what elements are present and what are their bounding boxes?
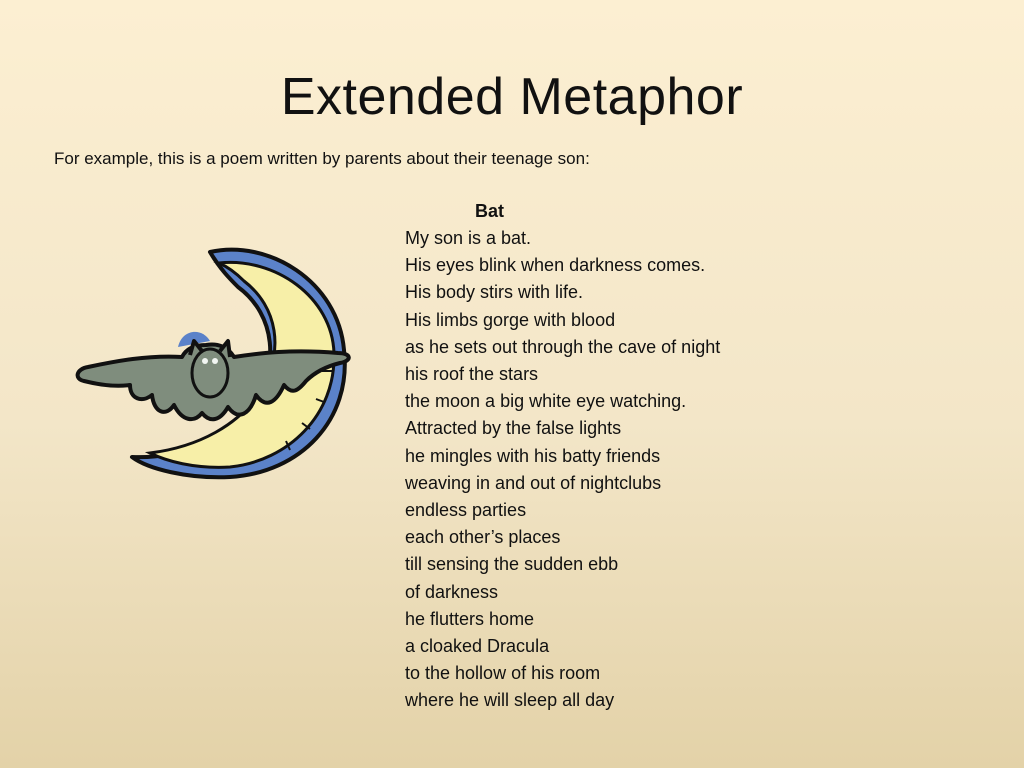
poem-line: his roof the stars [405, 364, 539, 385]
poem-line: of darkness [405, 581, 499, 602]
intro-text: For example, this is a poem written by parents about their teenage son: [54, 149, 590, 168]
poem-line: he mingles with his batty friends [405, 445, 661, 466]
bat-eye-right [212, 358, 218, 364]
poem-line: endless parties [405, 500, 527, 521]
poem-line: to the hollow of his room [405, 663, 601, 684]
slide-title: Extended Metaphor [280, 68, 744, 126]
poem-line: each other’s places [405, 527, 561, 548]
poem [405, 198, 825, 715]
poem-line: as he sets out through the cave of night [405, 336, 721, 357]
poem-line: till sensing the sudden ebb [405, 554, 619, 575]
poem-line: a cloaked Dracula [405, 636, 550, 657]
poem-line: Attracted by the false lights [405, 418, 622, 439]
bat-eye-left [202, 358, 208, 364]
poem-line: My son is a bat. [405, 228, 532, 248]
poem-line: where he will sleep all day [405, 690, 615, 711]
poem-lines [405, 225, 825, 715]
poem-line: His eyes blink when darkness comes. [405, 255, 706, 276]
poem-line: His body stirs with life. [405, 282, 584, 303]
poem-line: His limbs gorge with blood [405, 309, 616, 330]
poem-line: the moon a big white eye watching. [405, 391, 687, 412]
bat-and-moon-icon [70, 245, 355, 485]
poem-line: weaving in and out of nightclubs [405, 472, 662, 493]
poem-line: he flutters home [405, 608, 535, 629]
poem-title: Bat [475, 201, 505, 221]
